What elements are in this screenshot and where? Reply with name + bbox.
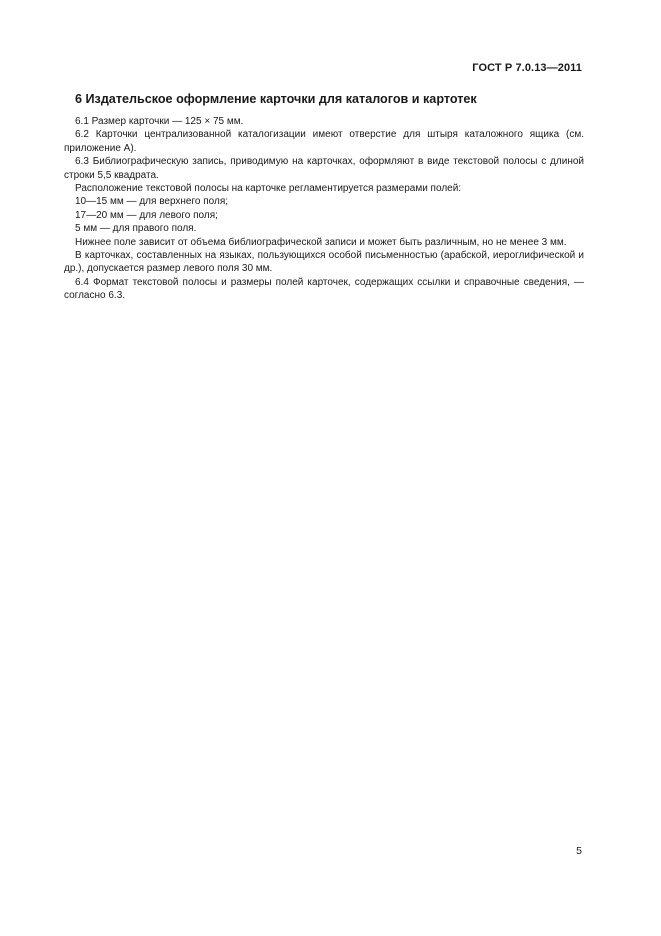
page-number: 5 bbox=[576, 845, 582, 857]
paragraph-special-scripts: В карточках, составленных на языках, пользующихся особой письменностью (арабской, иероглифической и др.), допускается размер левого поля 30 мм. bbox=[64, 250, 584, 275]
list-item-right-margin: 5 мм — для правого поля. bbox=[75, 223, 197, 235]
section-title: 6 Издательское оформление карточки для каталогов и картотек bbox=[75, 92, 477, 106]
section-body bbox=[64, 115, 584, 303]
paragraph-6-3: 6.3 Библиографическую запись, приводимую на карточках, оформляют в виде текстовой полосы с длиной строки 5,5 квадрата. bbox=[64, 156, 584, 181]
list-item-left-margin: 17—20 мм — для левого поля; bbox=[75, 209, 218, 221]
document-standard-code: ГОСТ Р 7.0.13—2011 bbox=[472, 62, 582, 74]
paragraph-bottom-margin: Нижнее поле зависит от объема библиографической записи и может быть различным, но не менее 3 мм. bbox=[75, 236, 567, 248]
paragraph-6-4: 6.4 Формат текстовой полосы и размеры полей карточек, содержащих ссылки и справочные сведения, — согласно 6.3. bbox=[64, 276, 584, 302]
paragraph-6-1: 6.1 Размер карточки — 125 × 75 мм. bbox=[75, 116, 244, 127]
paragraph-margins-intro: Расположение текстовой полосы на карточке регламентируется размерами полей: bbox=[75, 183, 462, 195]
list-item-top-margin: 10—15 мм — для верхнего поля; bbox=[75, 196, 229, 208]
paragraph-6-2: 6.2 Карточки централизованной каталогизации имеют отверстие для штыря каталожного ящика (см. приложение А). bbox=[64, 129, 584, 154]
